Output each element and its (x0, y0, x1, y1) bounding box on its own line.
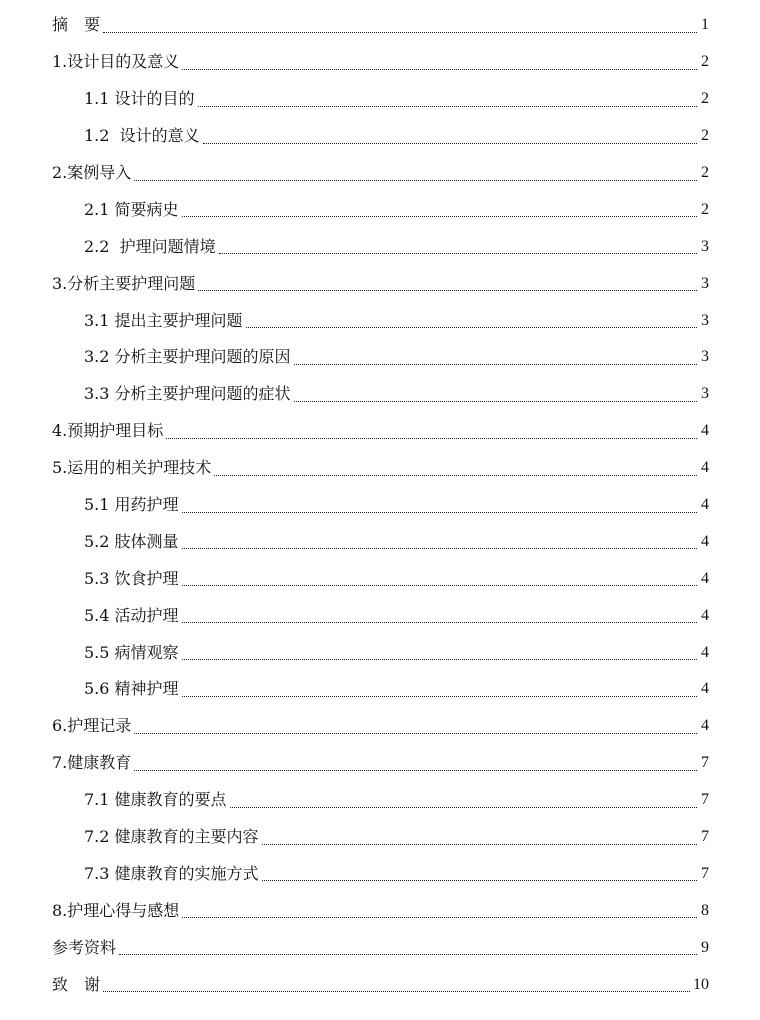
toc-entry-page-number: 2 (701, 53, 709, 71)
toc-entry-title: 2.2 护理问题情境 (84, 236, 216, 256)
toc-entry[interactable] (0, 597, 760, 634)
toc-entry-title: 4.预期护理目标 (52, 421, 164, 441)
toc-entry-page-number: 4 (701, 496, 709, 514)
toc-entry-title: 5.3 饮食护理 (84, 568, 179, 588)
toc-entry-page-number: 3 (701, 385, 709, 403)
toc-entry[interactable] (0, 265, 760, 302)
toc-entry-title: 摘 要 (52, 15, 101, 35)
toc-entry[interactable] (0, 155, 760, 192)
toc-entry[interactable] (0, 523, 760, 560)
toc-entry-page-number: 4 (701, 422, 709, 440)
toc-entry[interactable] (0, 745, 760, 782)
dot-leader (166, 438, 697, 439)
dot-leader (262, 844, 697, 845)
toc-entry-title: 7.3 健康教育的实施方式 (84, 863, 259, 883)
toc-entry[interactable] (0, 855, 760, 892)
toc-entry-title: 1.设计目的及意义 (52, 52, 180, 72)
dot-leader (182, 622, 697, 623)
toc-entry-title: 7.2 健康教育的主要内容 (84, 827, 259, 847)
dot-leader (182, 216, 697, 217)
toc-entry[interactable] (0, 228, 760, 265)
toc-entry-title: 5.1 用药护理 (84, 495, 179, 515)
dot-leader (198, 290, 697, 291)
toc-entry-title: 3.1 提出主要护理问题 (84, 310, 243, 330)
toc-entry-page-number: 3 (701, 237, 709, 255)
toc-entry[interactable] (0, 634, 760, 671)
toc-entry-title: 6.护理记录 (52, 716, 132, 736)
toc-entry-title: 3.2 分析主要护理问题的原因 (84, 347, 291, 367)
toc-entry-page-number: 2 (701, 164, 709, 181)
toc-entry[interactable] (0, 708, 760, 745)
toc-entry[interactable] (0, 413, 760, 450)
toc-entry-page-number: 4 (701, 532, 709, 550)
toc-entry-page-number: 2 (701, 127, 709, 145)
toc-entry-title: 7.健康教育 (52, 753, 132, 773)
toc-entry[interactable] (0, 81, 760, 118)
dot-leader (230, 807, 697, 808)
dot-leader (182, 696, 697, 697)
toc-entry-page-number: 4 (701, 459, 709, 477)
toc-entry-page-number: 3 (701, 274, 709, 292)
toc-entry-title: 2.1 简要病史 (84, 199, 179, 219)
toc-entry-title: 5.5 病情观察 (84, 642, 179, 662)
toc-entry-page-number: 7 (701, 864, 709, 882)
toc-entry-title: 7.1 健康教育的要点 (84, 790, 227, 810)
dot-leader (214, 475, 697, 476)
toc-entry[interactable] (0, 819, 760, 856)
toc-entry-title: 8.护理心得与感想 (52, 900, 180, 920)
toc-entry-page-number: 3 (701, 348, 709, 366)
dot-leader (198, 106, 697, 107)
dot-leader (294, 401, 697, 402)
dot-leader (182, 659, 697, 660)
toc-entry-title: 3.3 分析主要护理问题的症状 (84, 384, 291, 404)
toc-entry[interactable] (0, 376, 760, 413)
toc-entry[interactable] (0, 782, 760, 819)
toc-entry[interactable] (0, 671, 760, 708)
toc-entry-page-number: 3 (701, 311, 709, 329)
toc-entry[interactable] (0, 339, 760, 376)
toc-entry[interactable] (0, 892, 760, 929)
toc-entry[interactable] (0, 191, 760, 228)
toc-entry-page-number: 2 (701, 90, 709, 108)
dot-leader (182, 548, 697, 549)
toc-entry-page-number: 2 (701, 200, 709, 218)
toc-entry[interactable] (0, 450, 760, 487)
dot-leader (219, 253, 697, 254)
dot-leader (262, 880, 697, 881)
dot-leader (182, 585, 697, 586)
toc-entry-page-number: 4 (701, 717, 709, 735)
dot-leader (134, 180, 697, 181)
toc-entry[interactable] (0, 44, 760, 81)
toc-entry-page-number: 1 (701, 16, 709, 34)
toc-entry-page-number: 4 (701, 643, 709, 661)
dot-leader (203, 143, 697, 144)
toc-entry[interactable] (0, 929, 760, 966)
toc-entry-title: 参考资料 (52, 937, 117, 957)
toc-entry-title: 5.4 活动护理 (84, 605, 179, 625)
toc-entry-page-number: 4 (701, 569, 709, 587)
dot-leader (294, 364, 697, 365)
dot-leader (246, 327, 697, 328)
toc-entry[interactable] (0, 487, 760, 524)
toc-entry-title: 1.2 设计的意义 (84, 126, 200, 146)
dot-leader (134, 733, 697, 734)
dot-leader (134, 770, 697, 771)
toc-entry-page-number: 9 (701, 938, 709, 956)
table-of-contents (0, 7, 760, 1003)
toc-entry[interactable] (0, 560, 760, 597)
toc-entry[interactable] (0, 118, 760, 155)
toc-entry-title: 5.2 肢体测量 (84, 531, 179, 551)
dot-leader (119, 954, 697, 955)
toc-entry-title: 5.运用的相关护理技术 (52, 458, 212, 478)
toc-entry-page-number: 10 (693, 975, 709, 993)
toc-entry-title: 2.案例导入 (52, 163, 132, 182)
toc-entry-title: 致 谢 (52, 974, 101, 994)
dot-leader (103, 991, 690, 992)
toc-entry[interactable] (0, 7, 760, 44)
toc-entry-title: 5.6 精神护理 (84, 679, 179, 699)
toc-entry-page-number: 7 (701, 754, 709, 772)
dot-leader (182, 512, 697, 513)
toc-entry-page-number: 7 (701, 828, 709, 846)
toc-entry-title: 3.分析主要护理问题 (52, 273, 196, 293)
toc-entry[interactable] (0, 302, 760, 339)
toc-entry[interactable] (0, 966, 760, 1003)
toc-entry-title: 1.1 设计的目的 (84, 89, 195, 109)
toc-entry-page-number: 8 (701, 901, 709, 919)
dot-leader (103, 32, 697, 33)
toc-entry-page-number: 4 (701, 680, 709, 698)
dot-leader (182, 69, 697, 70)
toc-entry-page-number: 4 (701, 606, 709, 624)
toc-entry-page-number: 7 (701, 791, 709, 809)
dot-leader (182, 917, 697, 918)
